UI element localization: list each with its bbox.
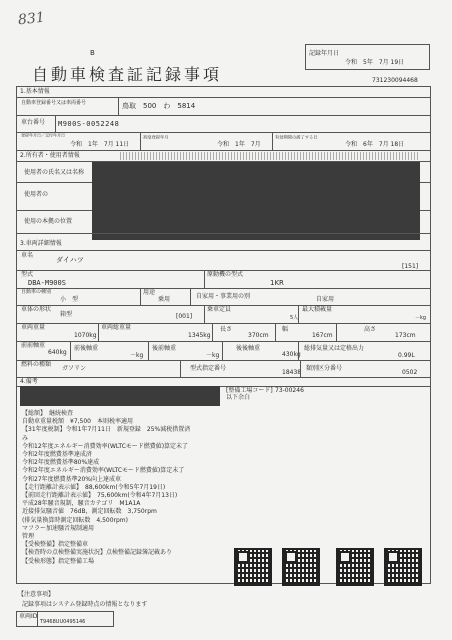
body-value: 箱型	[60, 311, 73, 318]
rr-axle-value: 430kg	[282, 351, 301, 358]
car-id-label: 車両ID	[19, 613, 38, 620]
rr-axle-label: 後後軸重	[236, 345, 261, 352]
kind-label: 自動車の種別	[21, 289, 52, 295]
first-reg-value: 令和 1年 7月 11日	[70, 141, 130, 148]
height-value: 173cm	[395, 332, 416, 339]
shop-code-value: 73-00246	[275, 387, 304, 394]
redaction-remarks	[20, 386, 220, 406]
rf-axle-label: 後前軸重	[152, 345, 177, 352]
car-id-value: T9468UU0495146	[40, 619, 86, 625]
record-date-box	[305, 44, 430, 70]
reg-no-label: 自動車登録番号又は車両番号	[21, 100, 87, 106]
initial-reg-label: 初度登録年月	[143, 135, 169, 141]
remark-line: 【総額】 継続検査	[22, 410, 74, 417]
owner-label: 使用者の氏名又は名称	[24, 169, 85, 176]
expiry-value: 令和 6年 7月 18日	[345, 141, 405, 148]
chassis-label: 車台番号	[21, 119, 46, 126]
engine-value: 1KR	[270, 279, 284, 287]
engine-label: 原動機の型式	[207, 271, 244, 278]
remark-line: 令和2年度燃費基準80%達成	[22, 459, 100, 467]
sec1-heading: 1.基本情報	[20, 88, 50, 95]
rf-axle-value: －kg	[206, 352, 220, 359]
ff-axle-label: 前前軸重	[21, 342, 46, 349]
type-no-value: 18438	[282, 369, 302, 376]
capacity-label: 乗車定員	[207, 306, 232, 313]
remark-line: 【走行距離計表示値】 88,600km(令和5年7月19日)	[22, 483, 166, 491]
model-label: 型式	[21, 271, 34, 278]
remark-line: 管理	[22, 533, 35, 541]
remark-line: み	[22, 434, 29, 442]
reg-no-value: 鳥取 500 わ 5814	[122, 102, 196, 110]
first-reg-label: 登録年月日／交付年月日	[21, 133, 66, 138]
redaction-owner	[92, 162, 420, 240]
gross-value: 1345kg	[188, 332, 211, 339]
maker-label: 車名	[21, 252, 34, 259]
remark-line: 令和2年度燃費基準達成済	[22, 451, 92, 459]
remark-line: 【受検整備】指定整備車	[22, 541, 89, 549]
category-value: 0502	[402, 369, 418, 376]
sec3-heading: 3.車両詳細情報	[20, 240, 62, 247]
kind-value: 小 型	[60, 296, 79, 303]
remark-line: 平成28年騒音規制，騒音カテゴリ M1A1A	[22, 500, 141, 508]
security-pattern	[120, 152, 420, 160]
remark-line: 令和2年度エネルギー消費効率(WLTCモード燃費値)算定未了	[22, 467, 185, 475]
initial-reg-value: 令和 1年 7月	[217, 141, 261, 148]
remark-line: 【受検形態】指定整備工場	[22, 557, 95, 565]
displacement-value: 0.99L	[398, 352, 415, 359]
maker-value: ダイハツ	[56, 256, 84, 264]
blank-below-note: 以下余白	[226, 394, 251, 401]
body-code: [001]	[176, 313, 193, 320]
use-value: 乗用	[158, 296, 171, 303]
ff-axle-value: 640kg	[48, 349, 67, 356]
remark-line: 【31年度税制】令和1年7月11日 新規登録 25%減税措置済	[22, 426, 191, 434]
record-date-label: 記録年月日	[309, 50, 340, 57]
qr-code-1	[234, 548, 272, 586]
base-location-label: 使用の本拠の位置	[24, 218, 73, 225]
weight-value: 1070kg	[74, 332, 97, 339]
height-label: 高さ	[364, 326, 377, 333]
expiry-label: 有効期間の満了する日	[275, 135, 318, 141]
fuel-label: 燃料の種類	[21, 361, 52, 368]
weight-label: 車両重量	[21, 324, 46, 331]
user-address-label: 使用者の	[24, 191, 49, 198]
length-label: 長さ	[220, 326, 233, 333]
width-value: 167cm	[312, 332, 333, 339]
gross-label: 車両総重量	[101, 324, 132, 331]
remark-line: 近接排気騒音値 76dB，測定回転数 3,750rpm	[22, 508, 157, 516]
category-label: 類別区分番号	[306, 365, 343, 372]
remark-line: 令和27年度燃費基準20%向上達成車	[22, 475, 121, 483]
qr-code-3	[336, 548, 374, 586]
remark-line: 【前回走行距離計表示値】 75,600km(令和4年7月13日)	[22, 492, 178, 500]
remark-line: 【検査時の点検整備実施状況】点検整備記録簿記載あり	[22, 549, 173, 557]
qr-code-4	[384, 548, 422, 586]
record-date: 令和 5年 7月 19日	[345, 59, 405, 66]
notice-title: 【注意事項】	[18, 591, 55, 598]
use-label: 用途	[143, 289, 156, 296]
capacity-value: 5人	[290, 315, 299, 321]
handwritten-note: 831	[17, 9, 46, 29]
remark-line: (排気量換算時測定回転数 4,500rpm)	[22, 516, 128, 524]
fuel-value: ガソリン	[62, 365, 87, 372]
page-title: 自動車検査証記録事項	[32, 65, 223, 84]
max-load-value: －kg	[415, 315, 427, 321]
remarks-list	[22, 410, 227, 566]
maker-code: [151]	[402, 263, 419, 270]
max-load-label: 最大積載量	[302, 306, 333, 313]
remark-line: 自動車重量税額 ¥7,500 本則税率適用	[22, 418, 133, 426]
doc-number: 731230094468	[372, 77, 418, 84]
private-label: 自家用・事業用の別	[196, 293, 251, 300]
qr-code-2	[282, 548, 320, 586]
shop-code-label: [整備工場コード]	[226, 387, 273, 394]
width-label: 幅	[282, 326, 289, 333]
b-mark: B	[90, 49, 95, 57]
remark-line: 令和12年度エネルギー消費効率(WLTCモード燃費値)算定未了	[22, 442, 189, 450]
notice-text: 記録事項はシステム登録時点の情報となります	[22, 601, 148, 608]
sec2-heading: 2.所有者・使用者情報	[20, 152, 80, 159]
displacement-label: 総排気量又は定格出力	[304, 345, 365, 352]
length-value: 370cm	[248, 332, 269, 339]
model-value: DBA-M900S	[28, 279, 66, 287]
fr-axle-label: 前後軸重	[74, 345, 99, 352]
sec4-heading: 4.備考	[20, 378, 38, 385]
type-no-label: 型式指定番号	[190, 365, 227, 372]
fr-axle-value: －kg	[130, 352, 144, 359]
body-label: 車体の形状	[21, 306, 52, 313]
private-value: 自家用	[316, 296, 335, 303]
remark-line: マフラー加速騒音規制適用	[22, 524, 95, 532]
chassis-value: M900S-0052248	[58, 120, 120, 128]
